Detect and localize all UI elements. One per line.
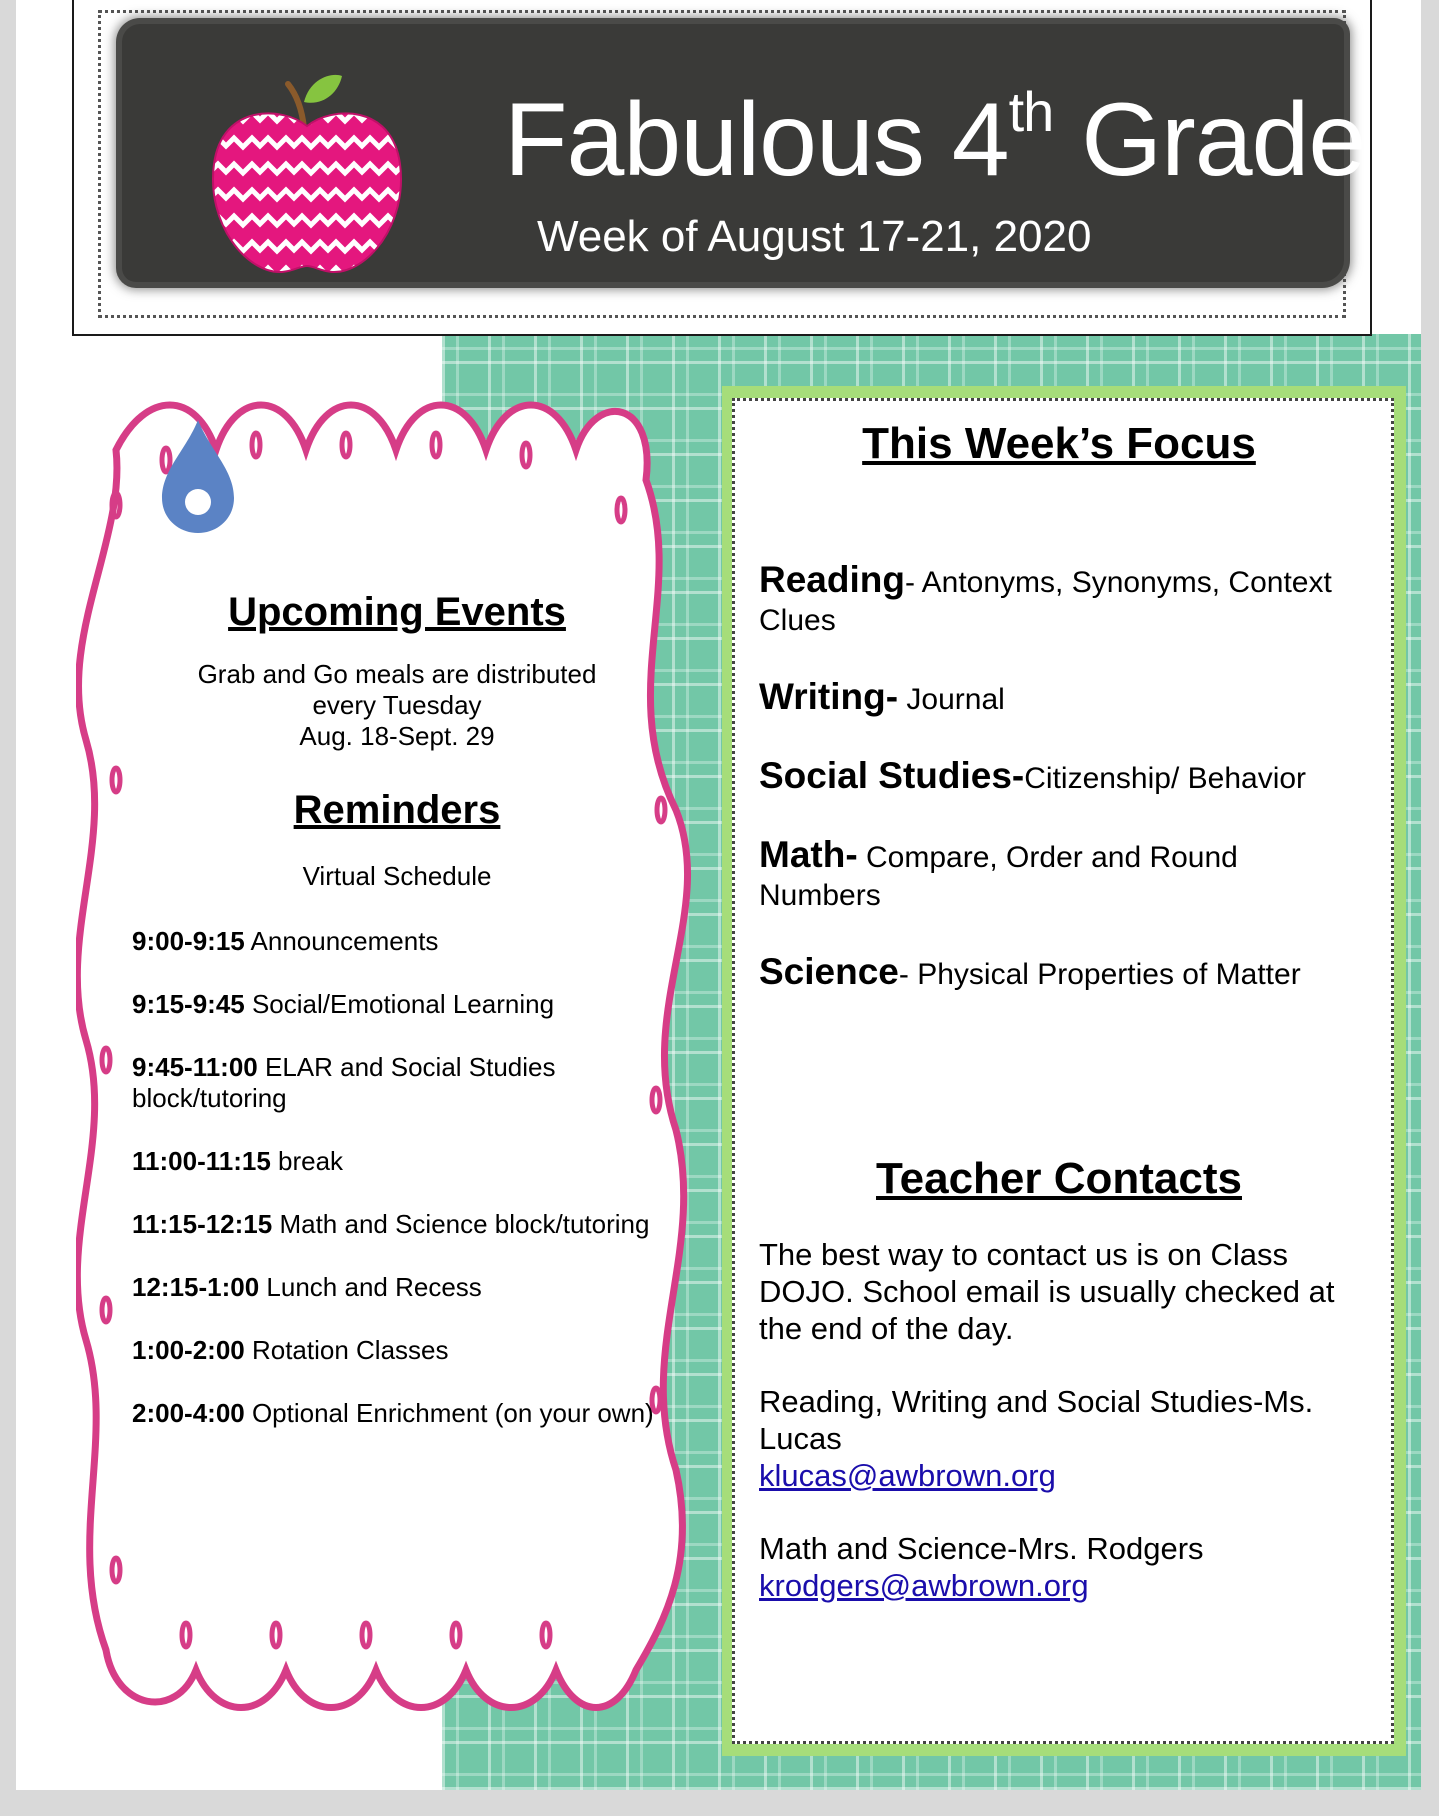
schedule-item <box>132 1272 662 1303</box>
focus-topic: Journal <box>906 683 1005 716</box>
schedule-item <box>132 1146 662 1177</box>
focus-subject: Math- <box>759 834 858 875</box>
upcoming-events-title: Upcoming Events <box>228 590 566 634</box>
focus-sep: - <box>904 566 922 599</box>
upcoming-line: Aug. 18-Sept. 29 <box>299 721 495 751</box>
contacts-title: Teacher Contacts <box>876 1154 1242 1203</box>
schedule-time: 12:15-1:00 <box>132 1272 260 1302</box>
upcoming-line: Grab and Go meals are distributed <box>197 659 597 689</box>
focus-subject: Social Studies- <box>759 755 1025 796</box>
schedule-item <box>132 1398 662 1429</box>
schedule-item <box>132 989 662 1020</box>
virtual-schedule-label: Virtual Schedule <box>302 861 492 891</box>
schedule-time: 9:15-9:45 <box>132 989 245 1019</box>
focus-math <box>759 836 1359 915</box>
header-box <box>72 0 1372 336</box>
left-column <box>132 590 662 1461</box>
schedule-activity: Lunch and Recess <box>259 1272 482 1302</box>
schedule-activity: Announcements <box>244 926 439 956</box>
right-green-frame <box>722 386 1406 1756</box>
focus-subject: Science <box>759 951 899 992</box>
week-subtitle: Week of August 17-21, 2020 <box>537 212 1092 261</box>
focus-subject: Reading <box>759 559 905 600</box>
focus-social-studies <box>759 757 1359 798</box>
focus-title: This Week’s Focus <box>862 419 1256 468</box>
email-1-line <box>759 1457 1359 1494</box>
focus-writing <box>759 678 1359 719</box>
reminders-title: Reminders <box>293 788 501 832</box>
email-link-krodgers[interactable]: krodgers@awbrown.org <box>759 1568 1089 1603</box>
schedule-item <box>132 1209 662 1240</box>
schedule-list <box>132 926 662 1429</box>
focus-science <box>759 953 1359 994</box>
teacher-2: Math and Science-Mrs. Rodgers <box>759 1531 1204 1566</box>
contacts-intro: The best way to contact us is on Class DOJO. School email is usually checked at the end of the day. <box>759 1237 1335 1346</box>
schedule-time: 11:00-11:15 <box>132 1146 271 1176</box>
schedule-time: 1:00-2:00 <box>132 1335 245 1365</box>
page-title <box>504 80 1366 198</box>
schedule-item <box>132 1052 662 1114</box>
upcoming-events-text <box>132 659 662 752</box>
schedule-time: 2:00-4:00 <box>132 1398 245 1428</box>
schedule-activity: Rotation Classes <box>244 1335 449 1365</box>
right-dotted-box <box>732 398 1394 1744</box>
email-2-line <box>759 1567 1359 1604</box>
schedule-activity: break <box>270 1146 344 1176</box>
focus-sep <box>858 841 866 874</box>
schedule-activity: Social/Emotional Learning <box>244 989 555 1019</box>
focus-subject: Writing- <box>759 676 899 717</box>
schedule-time: 9:00-9:15 <box>132 926 245 956</box>
apple-icon <box>192 54 422 284</box>
focus-topic: Antonyms, Synonyms, Context Clues <box>759 566 1332 637</box>
email-link-klucas[interactable]: klucas@awbrown.org <box>759 1458 1056 1493</box>
schedule-activity: Math and Science block/tutoring <box>272 1209 650 1239</box>
focus-topic: Compare, Order and Round Numbers <box>759 841 1238 912</box>
schedule-time: 11:15-12:15 <box>132 1209 273 1239</box>
schedule-activity: ELAR and Social Studies block/tutoring <box>132 1052 556 1113</box>
title-superscript: th <box>1008 80 1054 143</box>
focus-topic: Citizenship/ Behavior <box>1024 762 1307 795</box>
title-main: Fabulous 4 <box>504 82 1009 198</box>
schedule-time: 9:45-11:00 <box>132 1052 258 1082</box>
upcoming-line: every Tuesday <box>312 690 482 720</box>
focus-sep: - <box>898 958 918 991</box>
teacher-1: Reading, Writing and Social Studies-Ms. Lucas <box>759 1384 1314 1456</box>
schedule-item <box>132 1335 662 1366</box>
schedule-activity: Optional Enrichment (on your own) <box>244 1398 654 1428</box>
focus-topic: Physical Properties of Matter <box>917 958 1301 991</box>
schedule-item <box>132 926 662 957</box>
newsletter-page <box>16 0 1421 1790</box>
title-end: Grade <box>1081 82 1366 198</box>
focus-reading <box>759 561 1359 640</box>
right-content <box>759 401 1359 1604</box>
